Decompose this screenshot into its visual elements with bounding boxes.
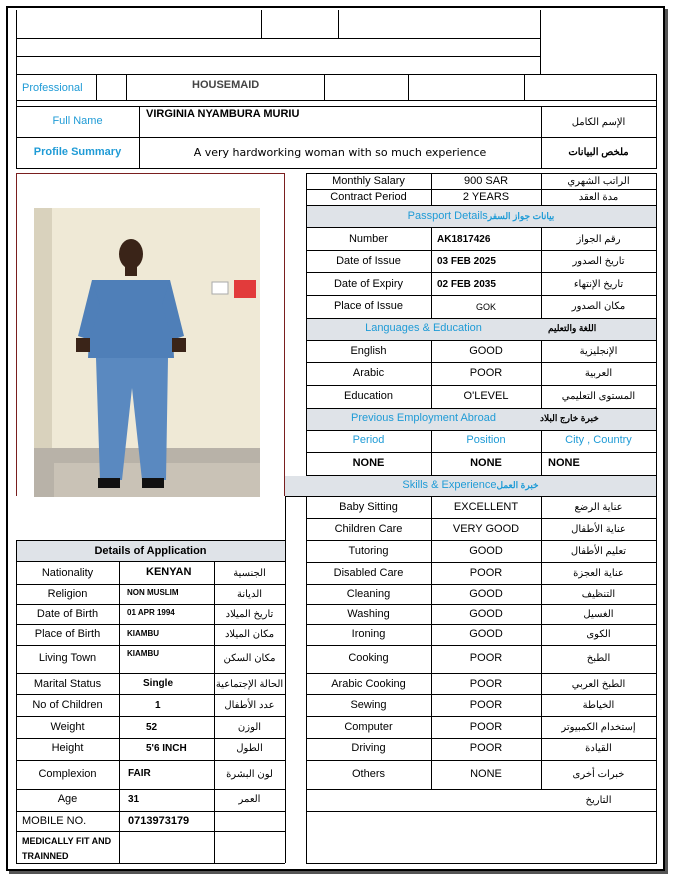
mobile-label: MOBILE NO. xyxy=(22,815,87,827)
skill-ar-tutoring: تعليم الأطفال xyxy=(570,546,627,557)
skill-label-disabled-care: Disabled Care xyxy=(333,567,404,579)
app-value-religion: NON MUSLIM xyxy=(127,588,179,597)
skill-ar-cleaning: التنظيف xyxy=(581,589,616,600)
app-label-nationality: Nationality xyxy=(41,567,94,579)
full-name-label: Full Name xyxy=(52,115,103,127)
summary-ar: ملخص البيانات xyxy=(568,147,629,158)
skill-value-sewing: POOR xyxy=(469,699,503,711)
contract-period-value: 2 YEARS xyxy=(462,191,510,203)
arabic-ar: العربية xyxy=(584,368,613,379)
skill-label-cleaning: Cleaning xyxy=(346,588,391,600)
period-header: Period xyxy=(352,434,385,446)
skill-value-baby-sitting: EXCELLENT xyxy=(453,501,519,513)
salary-ar: الراتب الشهري xyxy=(567,176,630,187)
app-label-children: No of Children xyxy=(32,699,103,711)
issue-date-value: 03 FEB 2025 xyxy=(437,256,496,267)
contract-period-label: Contract Period xyxy=(330,191,407,203)
skill-ar-washing: الغسيل xyxy=(583,609,614,620)
arabic-value: POOR xyxy=(469,367,503,379)
mobile-value: 0713973179 xyxy=(128,815,190,827)
app-label-height: Height xyxy=(51,742,84,754)
profession-value: HOUSEMAID xyxy=(192,79,260,91)
languages-title-ar: اللغة والتعليم xyxy=(548,323,597,333)
skill-ar-driving: القيادة xyxy=(585,743,612,754)
issue-place-label: Place of Issue xyxy=(333,300,404,312)
app-value-weight: 52 xyxy=(146,722,158,733)
app-label-birthplace: Place of Birth xyxy=(34,628,101,640)
issue-date-ar: تاريخ الصدور xyxy=(572,256,625,267)
languages-title: Languages & Education xyxy=(365,322,482,334)
professional-label: Professional xyxy=(22,82,83,94)
english-ar: الإنجليزية xyxy=(579,346,618,357)
english-value: GOOD xyxy=(469,345,503,357)
skill-label-cooking: Cooking xyxy=(348,652,389,664)
skill-label-tutoring: Tutoring xyxy=(348,545,389,557)
skill-ar-arabic-cooking: الطبخ العربي xyxy=(571,679,626,690)
skill-ar-baby-sitting: عناية الرضع xyxy=(574,502,623,513)
english-label: English xyxy=(350,345,387,357)
employment-title-ar: خبرة خارج البلاد xyxy=(540,413,599,423)
app-label-weight: Weight xyxy=(50,721,85,733)
skill-ar-sewing: الخياطة xyxy=(582,700,615,711)
skill-value-others: NONE xyxy=(470,768,502,780)
app-ar-marital: الحالة الإجتماعية xyxy=(215,679,284,690)
position-value: NONE xyxy=(470,457,502,469)
city-country-value: NONE xyxy=(548,457,580,469)
expiry-date-ar: تاريخ الإنتهاء xyxy=(573,279,624,290)
skill-value-cooking: POOR xyxy=(469,652,503,664)
skill-value-cleaning: GOOD xyxy=(469,588,503,600)
skill-label-computer: Computer xyxy=(344,721,393,733)
skill-value-computer: POOR xyxy=(469,721,503,733)
skill-label-others: Others xyxy=(351,768,385,780)
app-label-age: Age xyxy=(57,793,78,805)
full-name-ar: الإسم الكامل xyxy=(571,117,626,128)
passport-number-value: AK1817426 xyxy=(437,234,491,245)
skill-label-baby-sitting: Baby Sitting xyxy=(339,501,398,513)
skill-label-driving: Driving xyxy=(351,742,386,754)
skill-label-sewing: Sewing xyxy=(350,699,387,711)
date-ar: التاريخ xyxy=(585,795,612,806)
application-title: Details of Application xyxy=(94,545,207,557)
position-header: Position xyxy=(466,434,506,446)
app-value-complexion: FAIR xyxy=(128,768,151,779)
app-ar-age: العمر xyxy=(238,794,261,805)
app-value-age: 31 xyxy=(128,794,140,805)
app-label-living-town: Living Town xyxy=(38,652,97,664)
education-ar: المستوى التعليمي xyxy=(561,391,636,402)
app-value-living-town: KIAMBU xyxy=(127,649,159,658)
app-ar-nationality: الجنسية xyxy=(233,568,266,579)
passport-title: Passport Detailsبيانات جواز السفر xyxy=(407,210,555,222)
skill-ar-computer: إستخدام الكمبيوتر xyxy=(561,722,636,733)
passport-number-ar: رقم الجواز xyxy=(576,234,621,245)
app-ar-children: عدد الأطفال xyxy=(224,700,275,711)
summary-value: A very hardworking woman with so much experience xyxy=(193,146,487,159)
employment-title: Previous Employment Abroad xyxy=(351,412,496,424)
app-ar-religion: الديانة xyxy=(236,589,263,600)
issue-date-label: Date of Issue xyxy=(336,255,401,267)
app-ar-height: الطول xyxy=(236,743,263,754)
app-ar-weight: الوزن xyxy=(237,722,262,733)
skill-value-driving: POOR xyxy=(469,742,503,754)
city-country-header: City , Country xyxy=(565,434,632,446)
app-ar-living-town: مكان السكن xyxy=(223,653,276,664)
skill-value-children-care: VERY GOOD xyxy=(452,523,520,535)
expiry-date-label: Date of Expiry xyxy=(333,278,404,290)
app-label-religion: Religion xyxy=(47,588,88,600)
app-value-height: 5'6 INCH xyxy=(146,743,187,754)
app-value-marital: Single xyxy=(143,678,174,689)
app-value-birthplace: KIAMBU xyxy=(127,629,159,638)
period-value: NONE xyxy=(352,457,385,469)
passport-number-label: Number xyxy=(348,233,389,245)
skill-label-arabic-cooking: Arabic Cooking xyxy=(331,678,406,690)
skill-ar-disabled-care: عناية العجزة xyxy=(573,568,624,579)
skill-value-arabic-cooking: POOR xyxy=(469,678,503,690)
medical-line2: TRAINNED xyxy=(22,851,69,861)
salary-label: Monthly Salary xyxy=(332,175,405,187)
app-value-children: 1 xyxy=(155,700,161,711)
app-label-marital: Marital Status xyxy=(33,678,102,690)
education-value: O'LEVEL xyxy=(463,390,509,402)
contract-period-ar: مدة العقد xyxy=(578,192,619,203)
medical-line1: MEDICALLY FIT AND xyxy=(22,836,112,846)
skill-label-children-care: Children Care xyxy=(334,523,403,535)
app-ar-dob: تاريخ الميلاد xyxy=(225,609,274,620)
app-value-nationality: KENYAN xyxy=(146,566,192,578)
skill-label-ironing: Ironing xyxy=(351,628,386,640)
issue-place-ar: مكان الصدور xyxy=(571,301,626,312)
app-ar-birthplace: مكان الميلاد xyxy=(224,629,275,640)
skill-value-disabled-care: POOR xyxy=(469,567,503,579)
summary-label: Profile Summary xyxy=(33,146,122,158)
arabic-label: Arabic xyxy=(352,367,385,379)
skill-ar-children-care: عناية الأطفال xyxy=(571,524,626,535)
app-value-dob: 01 APR 1994 xyxy=(127,608,175,617)
expiry-date-value: 02 FEB 2035 xyxy=(437,279,496,290)
skill-ar-others: خبرات أخرى xyxy=(572,769,625,780)
skills-title: Skills & Experienceخبرة العمل xyxy=(402,479,539,491)
candidate-photo xyxy=(34,208,260,497)
education-label: Education xyxy=(344,390,393,402)
skill-ar-ironing: الكوى xyxy=(586,629,611,640)
skill-value-washing: GOOD xyxy=(469,608,503,620)
issue-place-value: GOK xyxy=(475,302,496,312)
skill-value-tutoring: GOOD xyxy=(469,545,503,557)
app-label-complexion: Complexion xyxy=(38,768,97,780)
salary-value: 900 SAR xyxy=(463,175,509,187)
app-label-dob: Date of Birth xyxy=(36,608,99,620)
skill-value-ironing: GOOD xyxy=(469,628,503,640)
skill-ar-cooking: الطبخ xyxy=(586,653,611,664)
app-ar-complexion: لون البشرة xyxy=(226,769,273,780)
skill-label-washing: Washing xyxy=(347,608,390,620)
full-name-value: VIRGINIA NYAMBURA MURIU xyxy=(146,108,300,120)
